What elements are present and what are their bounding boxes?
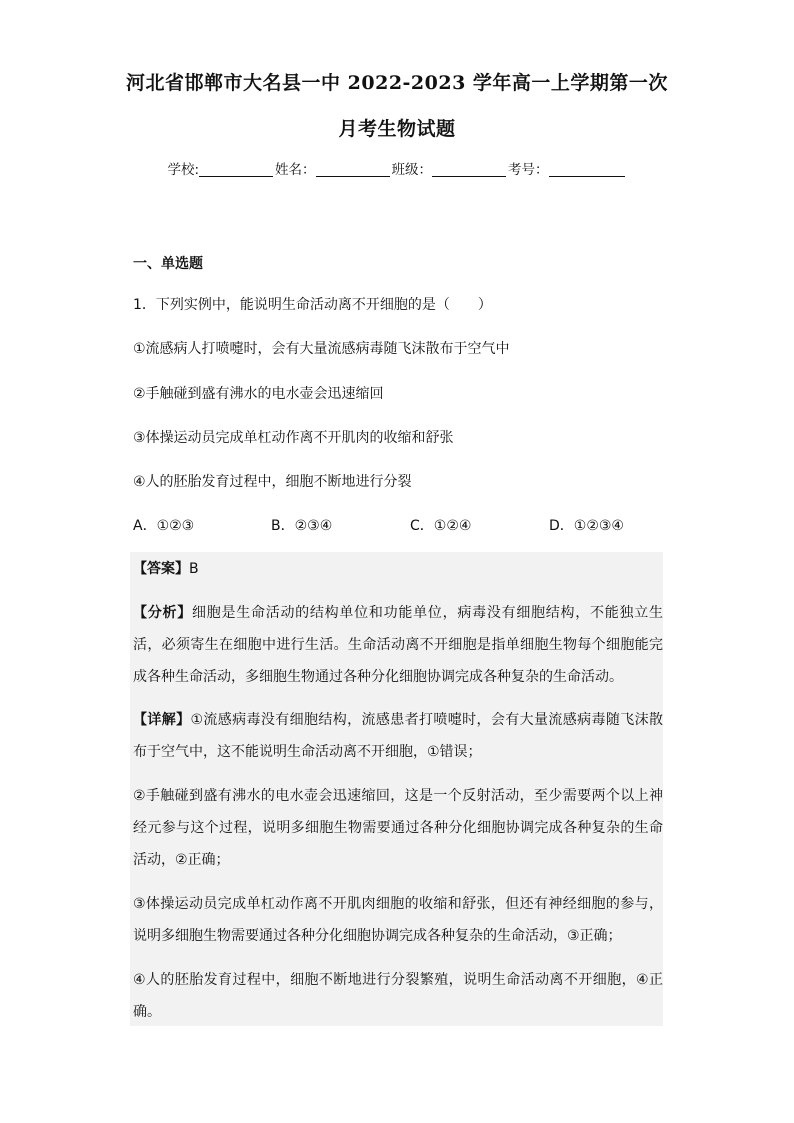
student-info-row (0, 158, 794, 178)
answer-line (133, 553, 663, 585)
answer-tag: 【答案】 (133, 561, 189, 577)
exam-title-line1: 河北省邯郸市大名县一中 2022-2023 学年高一上学期第一次 (126, 72, 668, 94)
detail-paragraph-2: ②手触碰到盛有沸水的电水壶会迅速缩回，这是一个反射活动，至少需要两个以上神经元参与这个过程，说明多细胞生物需要通过各种分化细胞协调完成各种复杂的生命活动，②正确； (133, 788, 663, 868)
analysis-paragraph (133, 597, 663, 693)
answer-value: B (189, 561, 199, 577)
number-label: 考号： (508, 162, 549, 178)
question-item-2: ②手触碰到盛有沸水的电水壶会迅速缩回 (133, 386, 384, 402)
name-blank[interactable] (316, 162, 390, 177)
answer-options (133, 515, 663, 535)
number-blank[interactable] (549, 162, 625, 177)
name-label: 姓名： (275, 162, 316, 178)
question-stem: 1．下列实例中，能说明生命活动离不开细胞的是（ ） (133, 297, 492, 313)
analysis-tag: 【分析】 (133, 605, 192, 621)
option-c[interactable]: C．①②④ (410, 518, 472, 534)
option-a[interactable]: A．①②③ (133, 518, 195, 534)
question-item-4: ④人的胚胎发育过程中，细胞不断地进行分裂 (133, 474, 412, 490)
school-label: 学校: (167, 162, 200, 178)
detail-text-1: ①流感病毒没有细胞结构，流感患者打喷嚏时，会有大量流感病毒随飞沫散布于空气中，这不能说明生命活动离不开细胞，①错误； (133, 712, 663, 760)
class-blank[interactable] (432, 162, 506, 177)
section-title: 一、单选题 (133, 256, 203, 272)
question-item-3: ③体操运动员完成单杠动作离不开肌肉的收缩和舒张 (133, 430, 454, 446)
detail-tag: 【详解】 (133, 712, 191, 728)
exam-title-line2: 月考生物试题 (338, 118, 456, 140)
school-blank[interactable] (199, 162, 273, 177)
option-d[interactable]: D．①②③④ (549, 518, 624, 534)
detail-paragraph-1 (133, 704, 663, 768)
detail-paragraph-3: ③体操运动员完成单杠动作离不开肌肉细胞的收缩和舒张，但还有神经细胞的参与，说明多细胞生物需要通过各种分化细胞协调完成各种复杂的生命活动，③正确； (133, 896, 663, 944)
analysis-text: 细胞是生命活动的结构单位和功能单位，病毒没有细胞结构，不能独立生活，必须寄生在细胞中进行生活。生命活动离不开细胞是指单细胞生物每个细胞能完成各种生命活动，多细胞生物通过各种分化细胞协调完成各种复杂的生命活动。 (133, 605, 664, 685)
option-b[interactable]: B．②③④ (271, 518, 333, 534)
detail-paragraph-4: ④人的胚胎发育过程中，细胞不断地进行分裂繁殖，说明生命活动离不开细胞，④正确。 (133, 972, 663, 1020)
class-label: 班级： (391, 162, 433, 178)
question-item-1: ①流感病人打喷嚏时，会有大量流感病毒随飞沫散布于空气中 (133, 341, 510, 357)
